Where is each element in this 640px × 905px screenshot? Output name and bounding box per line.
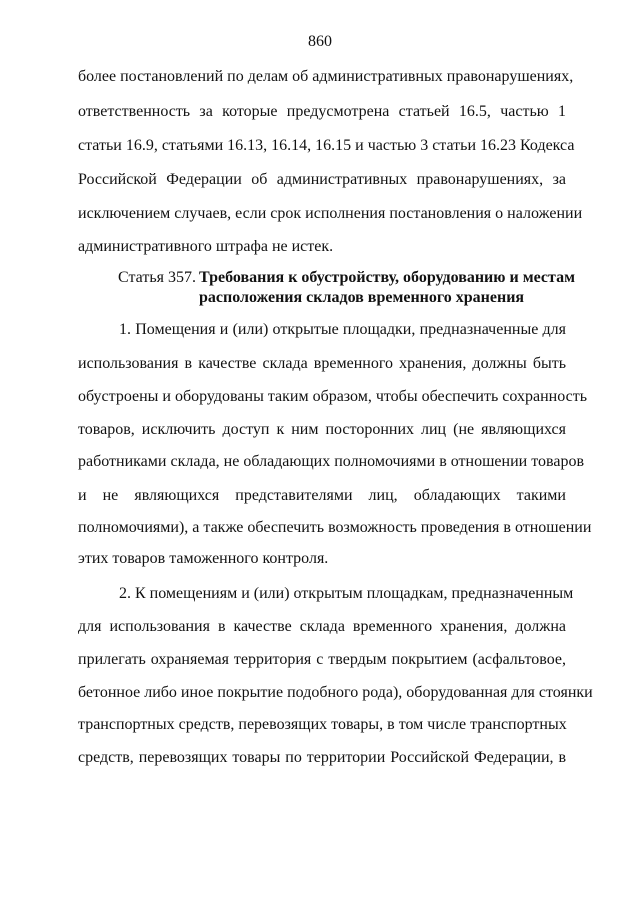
page-number: 860 [308, 33, 332, 50]
paragraph-line: и не являющихся представителями лиц, обладающих такими [78, 487, 566, 504]
paragraph-line: товаров, исключить доступ к ним посторонних лиц (не являющихся [78, 421, 566, 438]
paragraph-line: прилегать охраняемая территория с твердым покрытием (асфальтовое, [78, 651, 566, 668]
paragraph-line: средств, перевозящих товары по территории Российской Федерации, в [78, 749, 566, 766]
paragraph-line: статьи 16.9, статьями 16.13, 16.14, 16.15 и частью 3 статьи 16.23 Кодекса [78, 137, 575, 154]
paragraph-line: административного штрафа не истек. [78, 238, 334, 255]
paragraph-line: обустроены и оборудованы таким образом, чтобы обеспечить сохранность [78, 388, 587, 405]
paragraph-line: 1. Помещения и (или) открытые площадки, предназначенные для [119, 321, 566, 338]
paragraph-line: Российской Федерации об административных правонарушениях, за [78, 171, 566, 188]
paragraph-line: 2. К помещениям и (или) открытым площадкам, предназначенным [119, 585, 574, 602]
article-title-line: расположения складов временного хранения [199, 289, 525, 306]
paragraph-line: более постановлений по делам об административных правонарушениях, [78, 68, 574, 85]
paragraph-line: исключением случаев, если срок исполнения постановления о наложении [78, 205, 583, 222]
paragraph-line: транспортных средств, перевозящих товары, в том числе транспортных [78, 716, 567, 733]
paragraph-line: полномочиями), а также обеспечить возможность проведения в отношении [78, 519, 592, 536]
article-title-line: Требования к обустройству, оборудованию и местам [199, 269, 575, 286]
paragraph-line: этих товаров таможенного контроля. [78, 550, 329, 567]
paragraph-line: работниками склада, не обладающих полномочиями в отношении товаров [78, 453, 584, 470]
article-title [199, 268, 575, 308]
paragraph-line: использования в качестве склада временного хранения, должны быть [78, 355, 566, 372]
paragraph-line: для использования в качестве склада временного хранения, должна [78, 618, 566, 635]
article-label: Статья 357. [118, 269, 196, 286]
paragraph-line: бетонное либо иное покрытие подобного рода), оборудованная для стоянки [78, 684, 593, 701]
paragraph-line: ответственность за которые предусмотрена статьей 16.5, частью 1 [78, 103, 566, 120]
